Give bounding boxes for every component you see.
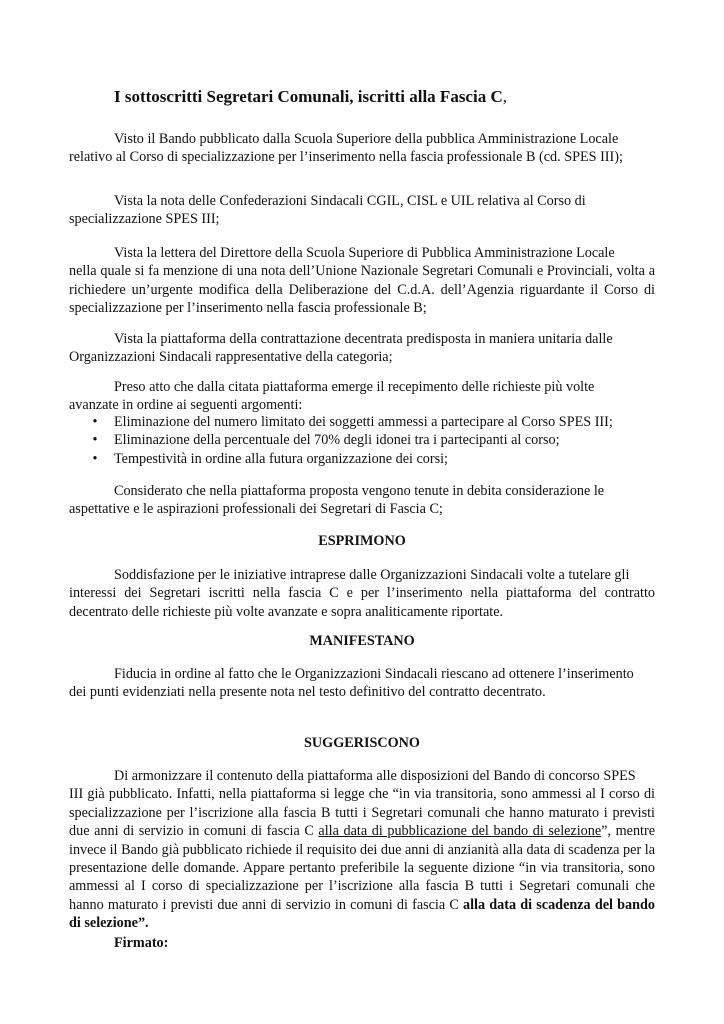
heading-comma: , <box>502 87 507 106</box>
paragraph-text-part2: ”, mentre invece il Bando già pubblicato richiede il requisito dei due anni di anzianità alla data di scadenza per la presentazione delle domande. Appare pertanto preferibile la seguente dizione “in via transitoria, sono ammessi al I corso di specializzazione per l’iscrizione alla fascia B tutti i Segretari comunali che hanno maturato i previsti due anni di servizio in comuni di fascia C <box>69 823 656 913</box>
section-title-suggeriscono: SUGGERISCONO <box>304 735 420 751</box>
paragraph-rest: nella quale si fa menzione di una nota dell’Unione Nazionale Segretari Comunali e Provinciali, volta a richiedere un’urgente modifica della Deliberazione del C.d.A. dell’Agenzia riguardante il Corso di specializzazione per l’inserimento nella fascia professionale B; <box>69 263 655 317</box>
paragraph-rest: Organizzazioni Sindacali rappresentative della categoria; <box>69 349 393 366</box>
bullet-icon: • <box>92 450 98 467</box>
paragraph-first-line: Vista la nota delle Confederazioni Sindacali CGIL, CISL e UIL relativa al Corso di <box>114 193 586 209</box>
paragraph-soddisfazione <box>69 566 655 621</box>
paragraph-rest: aspettative e le aspirazioni professionali dei Segretari di Fascia C; <box>69 501 443 518</box>
paragraph-rest: relativo al Corso di specializzazione per l’inserimento nella fascia professionale B (cd. SPES III); <box>69 149 623 166</box>
bullet-icon: • <box>92 432 98 449</box>
paragraph-vista-nota <box>69 192 655 229</box>
list-item-text: Eliminazione della percentuale del 70% degli idonei tra i partecipanti al corso; <box>114 432 560 449</box>
signature-label: Firmato: <box>114 935 169 951</box>
heading-text: I sottoscritti Segretari Comunali, iscritti alla Fascia C <box>114 87 503 106</box>
list-item-text: Tempestività in ordine alla futura organizzazione dei corsi; <box>114 450 448 467</box>
argument-list <box>69 413 655 468</box>
paragraph-vista-piattaforma <box>69 330 655 367</box>
paragraph-preso-atto <box>69 378 655 415</box>
paragraph-first-line: Visto il Bando pubblicato dalla Scuola Superiore della pubblica Amministrazione Locale <box>114 131 619 147</box>
paragraph-first-line: Soddisfazione per le iniziative intraprese dalle Organizzazioni Sindacali volte a tutelare gli <box>114 567 630 583</box>
document-heading <box>114 86 507 108</box>
paragraph-rest: interessi dei Segretari iscritti nella fascia C e per l’inserimento nella piattaforma del contratto decentrato delle richieste più volte avanzate e sopra analiticamente riportate. <box>69 585 655 620</box>
paragraph-first-line: Preso atto che dalla citata piattaforma emerge il recepimento delle richieste più volte <box>114 379 595 395</box>
paragraph-fiducia <box>69 665 655 702</box>
paragraph-first-line: Vista la lettera del Direttore della Scuola Superiore di Pubblica Amministrazione Locale <box>114 245 615 261</box>
paragraph-first-line: Vista la piattaforma della contrattazione decentrata predisposta in maniera unitaria dalle <box>114 331 613 347</box>
list-item <box>69 450 655 468</box>
paragraph-rest: avanzate in ordine ai seguenti argomenti: <box>69 397 303 414</box>
section-title-manifestano: MANIFESTANO <box>309 633 415 649</box>
list-item <box>69 413 655 431</box>
paragraph-considerato <box>69 482 655 519</box>
paragraph-rest: dei punti evidenziati nella presente nota nel testo definitivo del contratto decentrato. <box>69 684 546 701</box>
bold-phrase: alla data di scadenza del bando di selezione”. <box>69 896 656 932</box>
paragraph-visto-bando <box>69 130 655 167</box>
paragraph-text-part1: III già pubblicato. Infatti, nella piattaforma si legge che “in via transitoria, sono ammessi al I corso di specializzazione per l’iscrizione alla fascia B tutti i Segretari comunali che hanno maturato i previsti due anni di servizio in comuni di fascia C <box>69 786 655 840</box>
list-item-text: Eliminazione del numero limitato dei soggetti ammessi a partecipare al Corso SPES III; <box>114 414 613 430</box>
paragraph-vista-lettera <box>69 244 655 318</box>
paragraph-rest: specializzazione SPES III; <box>69 211 220 228</box>
paragraph-armonizzare <box>69 767 655 933</box>
underlined-phrase: alla data di pubblicazione del bando di selezione <box>318 823 602 840</box>
paragraph-first-line: Di armonizzare il contenuto della piattaforma alle disposizioni del Bando di concorso SPES <box>114 768 636 784</box>
list-item <box>69 431 655 449</box>
paragraph-first-line: Considerato che nella piattaforma proposta vengono tenute in debita considerazione le <box>114 483 605 499</box>
section-title-esprimono: ESPRIMONO <box>318 533 406 549</box>
paragraph-first-line: Fiducia in ordine al fatto che le Organizzazioni Sindacali riescano ad ottenere l’inserimento <box>114 666 634 682</box>
bullet-icon: • <box>92 414 98 430</box>
